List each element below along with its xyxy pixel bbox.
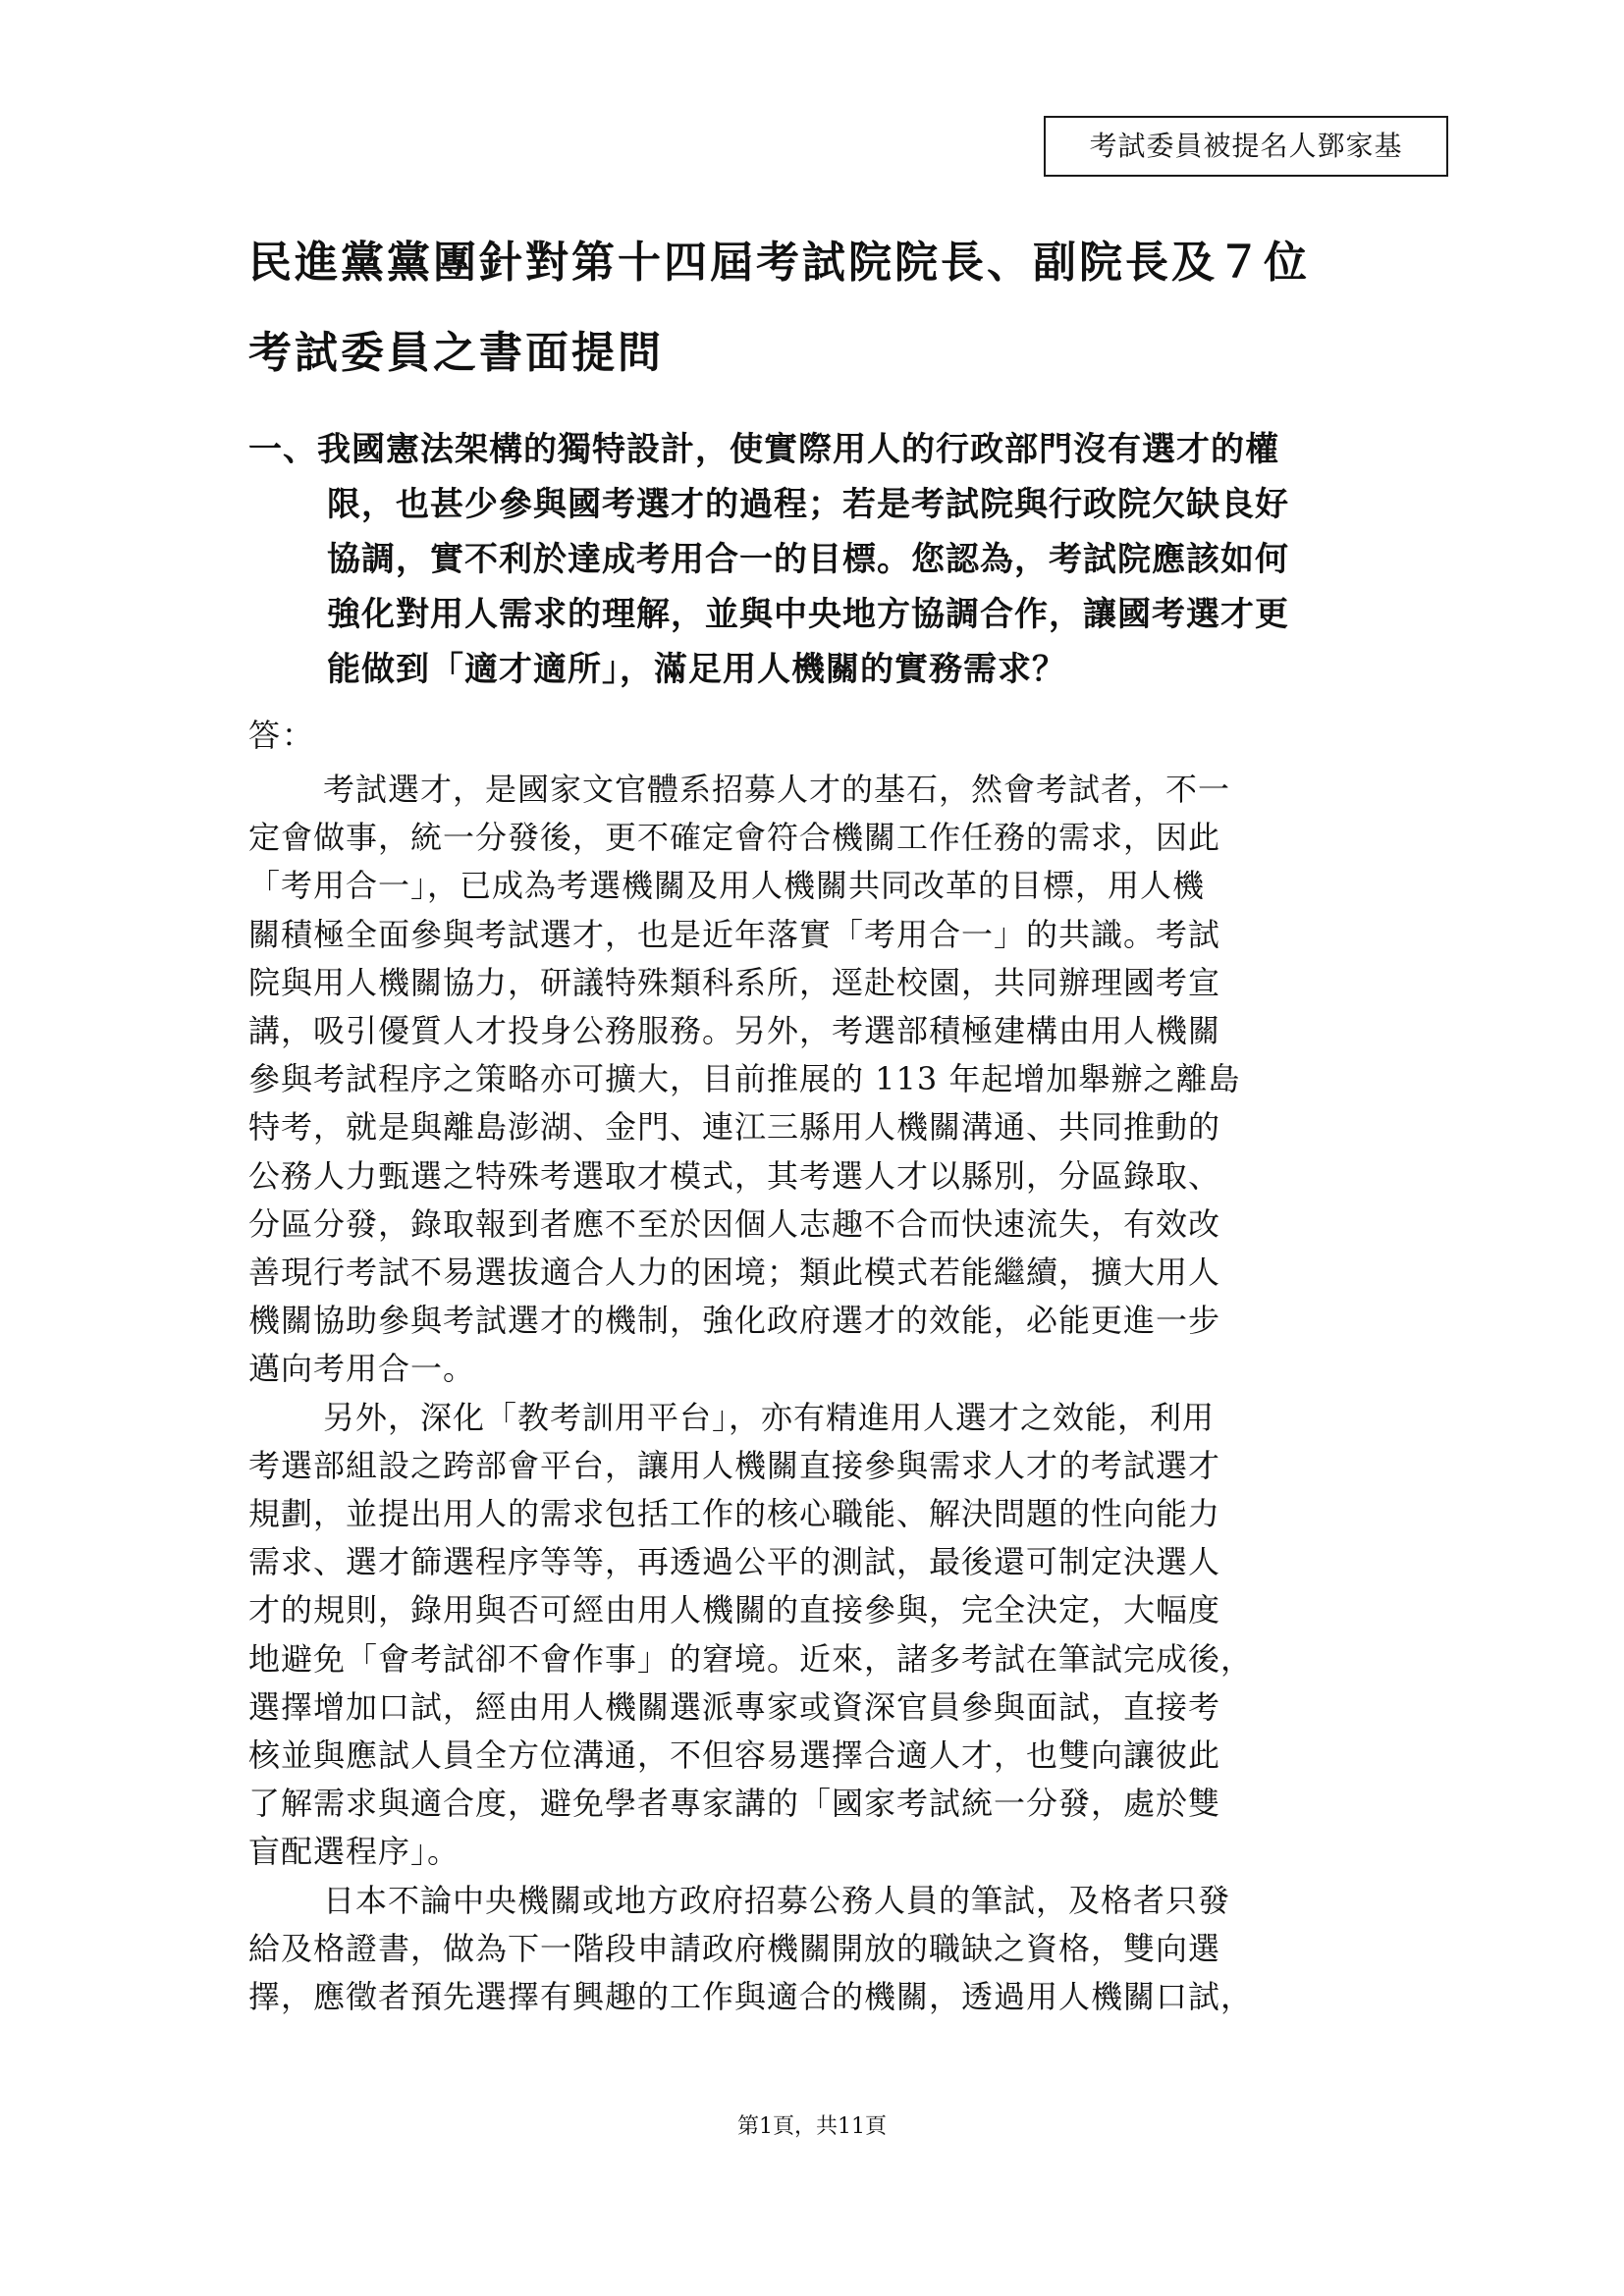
page-number: 第1頁，共11頁 [737, 2114, 887, 2139]
answer-line: 院與用人機關協力，研議特殊類科系所，逕赴校園，共同辦理國考宣 [248, 963, 1221, 1001]
answer-line: 邁向考用合一。 [248, 1350, 476, 1388]
answer-line: 「考用合一」，已成為考選機關及用人機關共同改革的目標，用人機 [248, 867, 1206, 905]
answer-body [248, 766, 1387, 2021]
answer-line: 善現行考試不易選拔適合人力的困境；類此模式若能繼續，擴大用人 [248, 1254, 1221, 1292]
answer-line: 地避免「會考試卻不會作事」的窘境。近來，諸多考試在筆試完成後， [248, 1639, 1254, 1678]
answer-line: 才的規則，錄用與否可經由用人機關的直接參與，完全決定，大幅度 [248, 1591, 1221, 1629]
answer-line: 考選部組設之跨部會平台，讓用人機關直接參與需求人才的考試選才 [248, 1446, 1221, 1484]
question-line: 能做到「適才適所」，滿足用人機關的實務需求？ [327, 650, 1066, 689]
nominee-label-box [1044, 116, 1448, 177]
answer-line: 給及格證書，做為下一階段申請政府機關開放的職缺之資格，雙向選 [248, 1929, 1221, 1967]
answer-line: 選擇增加口試，經由用人機關選派專家或資深官員參與面試，直接考 [248, 1687, 1221, 1726]
question-line: 協調，實不利於達成考用合一的目標。您認為，考試院應該如何 [327, 540, 1289, 579]
answer-line: 公務人力甄選之特殊考選取才模式，其考選人才以縣別，分區錄取、 [248, 1156, 1221, 1195]
question-line: 一、我國憲法架構的獨特設計，使實際用人的行政部門沒有選才的權 [248, 430, 1279, 469]
question-line: 限，也甚少參與國考選才的過程；若是考試院與行政院欠缺良好 [327, 485, 1289, 524]
answer-line: 特考，就是與離島澎湖、金門、連江三縣用人機關溝通、共同推動的 [248, 1108, 1221, 1147]
document-title-line-1: 民進黨黨團針對第十四屆考試院院長、副院長及７位 [248, 238, 1310, 288]
answer-line: 講，吸引優質人才投身公務服務。另外，考選部積極建構由用人機關 [248, 1012, 1221, 1050]
answer-line: 擇，應徵者預先選擇有興趣的工作與適合的機關，透過用人機關口試， [248, 1978, 1254, 2016]
nominee-label: 考試委員被提名人鄧家基 [1089, 130, 1403, 162]
answer-line: 參與考試程序之策略亦可擴大，目前推展的 113 年起增加舉辦之離島 [248, 1060, 1241, 1098]
answer-label: 答： [248, 717, 316, 754]
answer-line: 分區分發，錄取報到者應不至於因個人志趣不合而快速流失，有效改 [248, 1204, 1221, 1243]
answer-line: 另外，深化「教考訓用平台」，亦有精進用人選才之效能，利用 [323, 1398, 1216, 1436]
answer-line: 規劃，並提出用人的需求包括工作的核心職能、解決問題的性向能力 [248, 1495, 1221, 1533]
question-line: 強化對用人需求的理解，並與中央地方協調合作，讓國考選才更 [327, 595, 1289, 634]
document-title [248, 218, 1407, 399]
answer-line: 關積極全面參與考試選才，也是近年落實「考用合一」的共識。考試 [248, 915, 1221, 953]
question-block [248, 422, 1387, 697]
answer-line: 核並與應試人員全方位溝通，不但容易選擇合適人才，也雙向讓彼此 [248, 1736, 1221, 1775]
answer-line: 盲配選程序」。 [248, 1833, 460, 1871]
answer-line: 日本不論中央機關或地方政府招募公務人員的筆試，及格者只發 [323, 1881, 1231, 1919]
answer-line: 機關協助參與考試選才的機制，強化政府選才的效能，必能更進一步 [248, 1302, 1221, 1340]
answer-line: 考試選才，是國家文官體系招募人才的基石，然會考試者，不一 [323, 771, 1231, 808]
answer-line: 需求、選才篩選程序等等，再透過公平的測試，最後還可制定決選人 [248, 1543, 1221, 1581]
answer-line: 了解需求與適合度，避免學者專家講的「國家考試統一分發，處於雙 [248, 1785, 1221, 1823]
document-title-line-2: 考試委員之書面提問 [248, 328, 664, 378]
answer-line: 定會做事，統一分發後，更不確定會符合機關工作任務的需求，因此 [248, 819, 1221, 857]
